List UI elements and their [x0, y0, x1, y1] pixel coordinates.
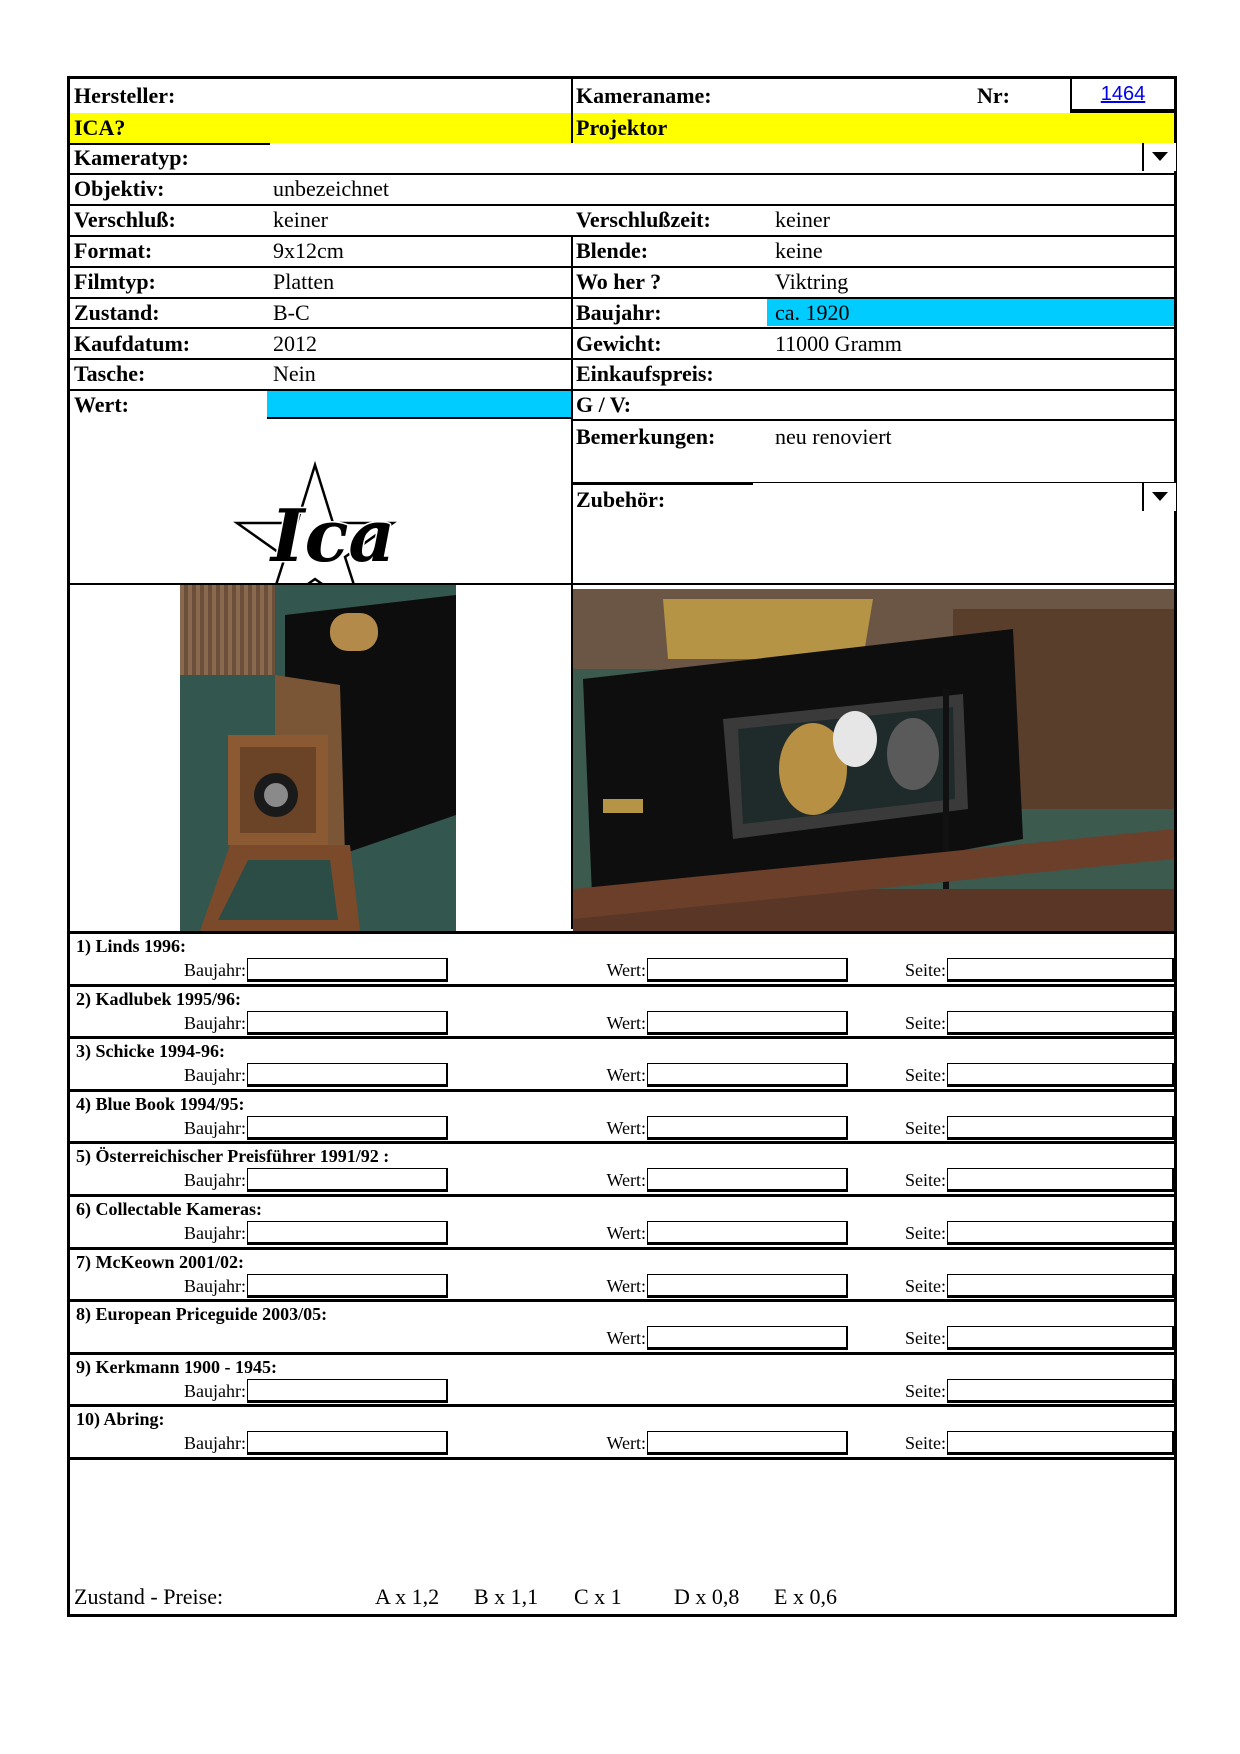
reference-seite-input[interactable] [947, 1011, 1174, 1035]
reference-seite-label: Seite: [905, 1012, 946, 1033]
hersteller-value[interactable]: ICA? [74, 115, 126, 140]
kameraname-label: Kameraname: [576, 83, 712, 108]
reference-baujahr-input[interactable] [247, 1116, 448, 1140]
objektiv-label: Objektiv: [74, 176, 165, 201]
blende-value[interactable]: keine [775, 238, 823, 263]
divider [70, 358, 1174, 360]
reference-seite-input[interactable] [947, 1431, 1174, 1455]
reference-title: 10) Abring: [76, 1409, 165, 1430]
zubehoer-dropdown[interactable] [1142, 483, 1176, 511]
reference-seite-input[interactable] [947, 1379, 1174, 1403]
reference-baujahr-input[interactable] [247, 1011, 448, 1035]
hersteller-label: Hersteller: [74, 83, 176, 108]
woher-value[interactable]: Viktring [775, 269, 849, 294]
reference-wert-input[interactable] [647, 1063, 848, 1087]
reference-title: 6) Collectable Kameras: [76, 1199, 262, 1219]
logo-text: Ica [270, 493, 396, 578]
reference-baujahr-label: Baujahr: [184, 1170, 246, 1191]
reference-title: 4) Blue Book 1994/95: [76, 1093, 245, 1114]
reference-baujahr-label: Baujahr: [184, 1223, 246, 1243]
row-divider [70, 1036, 1174, 1039]
reference-seite-label: Seite: [905, 1117, 946, 1138]
reference-wert-label: Wert: [606, 960, 646, 980]
wert-highlight [267, 391, 571, 417]
reference-wert-label: Wert: [606, 1117, 646, 1138]
nr-link[interactable]: 1464 [1100, 83, 1146, 105]
row-divider [70, 1404, 1174, 1407]
reference-title: 1) Linds 1996: [76, 936, 187, 956]
reference-baujahr-label: Baujahr: [184, 960, 246, 980]
reference-wert-label: Wert: [606, 1065, 646, 1086]
reference-seite-label: Seite: [905, 960, 946, 980]
reference-seite-input[interactable] [947, 1116, 1174, 1140]
price-factor-d: D x 0,8 [674, 1584, 740, 1609]
reference-seite-label: Seite: [905, 1275, 946, 1296]
zustand-preise-label: Zustand - Preise: [74, 1584, 224, 1609]
price-factor-b: B x 1,1 [474, 1584, 539, 1609]
bemerkungen-value[interactable]: neu renoviert [775, 424, 892, 449]
reference-wert-input[interactable] [647, 1326, 848, 1350]
reference-title: 3) Schicke 1994-96: [76, 1041, 225, 1062]
blende-label: Blende: [576, 238, 649, 263]
reference-wert-input[interactable] [647, 1116, 848, 1140]
verschlusszeit-label: Verschlußzeit: [576, 207, 711, 232]
gewicht-label: Gewicht: [576, 331, 662, 356]
reference-seite-label: Seite: [905, 1223, 946, 1243]
kameratyp-label: Kameratyp: [74, 145, 189, 170]
tasche-label: Tasche: [74, 361, 146, 386]
divider [70, 204, 1174, 206]
reference-baujahr-label: Baujahr: [184, 1012, 246, 1033]
divider [267, 417, 571, 419]
reference-baujahr-label: Baujahr: [184, 1065, 246, 1086]
reference-wert-input[interactable] [647, 1011, 848, 1035]
reference-baujahr-input[interactable] [247, 958, 448, 982]
divider [70, 266, 1174, 268]
divider [573, 483, 753, 485]
camera-record-sheet [67, 76, 1177, 1617]
reference-wert-label: Wert: [606, 1433, 646, 1454]
divider [70, 327, 1174, 329]
reference-title: 7) McKeown 2001/02: [76, 1251, 244, 1272]
reference-baujahr-input[interactable] [247, 1221, 448, 1245]
row-divider [70, 1141, 1174, 1144]
kameratyp-dropdown[interactable] [1142, 143, 1176, 171]
row-divider [70, 1457, 1174, 1460]
reference-seite-input[interactable] [947, 1168, 1174, 1192]
reference-baujahr-label: Baujahr: [184, 1275, 246, 1296]
projector-photo-side [573, 589, 1174, 933]
divider [70, 235, 1174, 237]
divider [573, 419, 1174, 421]
reference-seite-input[interactable] [947, 1274, 1174, 1298]
reference-baujahr-input[interactable] [247, 1168, 448, 1192]
verschluss-value[interactable]: keiner [273, 207, 328, 232]
einkaufspreis-label: Einkaufspreis: [576, 361, 714, 386]
reference-wert-input[interactable] [647, 1431, 848, 1455]
nr-label: Nr: [977, 83, 1010, 108]
divider [70, 931, 1174, 934]
tasche-value[interactable]: Nein [273, 361, 316, 386]
kameraname-value[interactable]: Projektor [576, 115, 668, 140]
reference-wert-input[interactable] [647, 1168, 848, 1192]
reference-baujahr-label: Baujahr: [184, 1117, 246, 1138]
reference-title: 5) Österreichischer Preisführer 1991/92 : [76, 1146, 390, 1167]
woher-label: Wo her ? [576, 269, 662, 294]
reference-wert-label: Wert: [606, 1223, 646, 1243]
reference-seite-input[interactable] [947, 958, 1174, 982]
reference-baujahr-input[interactable] [247, 1431, 448, 1455]
reference-wert-label: Wert: [606, 1328, 646, 1349]
reference-seite-input[interactable] [947, 1063, 1174, 1087]
divider [571, 79, 573, 143]
reference-title: 8) European Priceguide 2003/05: [76, 1304, 328, 1325]
reference-baujahr-label: Baujahr: [184, 1433, 246, 1454]
chevron-down-icon [1152, 492, 1168, 501]
format-label: Format: [74, 238, 153, 263]
reference-seite-input[interactable] [947, 1221, 1174, 1245]
reference-seite-label: Seite: [905, 1065, 946, 1086]
row-divider [70, 1299, 1174, 1302]
nr-box [1070, 79, 1174, 113]
reference-seite-label: Seite: [905, 1433, 946, 1454]
reference-wert-input[interactable] [647, 1221, 848, 1245]
reference-baujahr-input[interactable] [247, 1063, 448, 1087]
reference-wert-label: Wert: [606, 1275, 646, 1296]
price-factor-a: A x 1,2 [375, 1584, 440, 1609]
reference-wert-input[interactable] [647, 1274, 848, 1298]
reference-baujahr-input[interactable] [247, 1274, 448, 1298]
kaufdatum-label: Kaufdatum: [74, 331, 191, 356]
baujahr-value[interactable]: ca. 1920 [775, 300, 850, 325]
reference-wert-input[interactable] [647, 958, 848, 982]
gewicht-value[interactable]: 11000 Gramm [775, 331, 902, 356]
verschlusszeit-value[interactable]: keiner [775, 207, 830, 232]
reference-wert-label: Wert: [606, 1012, 646, 1033]
filmtyp-label: Filmtyp: [74, 269, 156, 294]
price-factor-e: E x 0,6 [774, 1584, 837, 1609]
zustand-value[interactable]: B-C [273, 300, 310, 325]
divider [70, 389, 1174, 391]
format-value[interactable]: 9x12cm [273, 238, 344, 263]
reference-title: 2) Kadlubek 1995/96: [76, 988, 242, 1009]
row-divider [70, 1194, 1174, 1197]
reference-baujahr-label: Baujahr: [184, 1380, 246, 1401]
gv-label: G / V: [576, 392, 632, 417]
reference-baujahr-input[interactable] [247, 1379, 448, 1403]
zustand-label: Zustand: [74, 300, 160, 325]
reference-wert-label: Wert: [606, 1170, 646, 1191]
verschluss-label: Verschluß: [74, 207, 176, 232]
zubehoer-label: Zubehör: [576, 487, 666, 512]
wert-label: Wert: [74, 392, 129, 417]
bemerkungen-label: Bemerkungen: [576, 424, 716, 449]
reference-seite-label: Seite: [905, 1328, 946, 1349]
row-divider [70, 1352, 1174, 1355]
divider [70, 173, 1174, 175]
filmtyp-value[interactable]: Platten [273, 269, 335, 294]
row-divider [70, 1247, 1174, 1250]
chevron-down-icon [1152, 152, 1168, 161]
row-divider [70, 1089, 1174, 1092]
reference-seite-label: Seite: [905, 1380, 946, 1401]
reference-title: 9) Kerkmann 1900 - 1945: [76, 1356, 277, 1377]
projector-photo-front [180, 585, 456, 931]
reference-seite-label: Seite: [905, 1170, 946, 1191]
price-factor-c: C x 1 [574, 1584, 622, 1609]
kaufdatum-value[interactable]: 2012 [273, 331, 317, 356]
baujahr-label: Baujahr: [576, 300, 662, 325]
row-divider [70, 984, 1174, 987]
objektiv-value[interactable]: unbezeichnet [273, 176, 390, 201]
reference-seite-input[interactable] [947, 1326, 1174, 1350]
